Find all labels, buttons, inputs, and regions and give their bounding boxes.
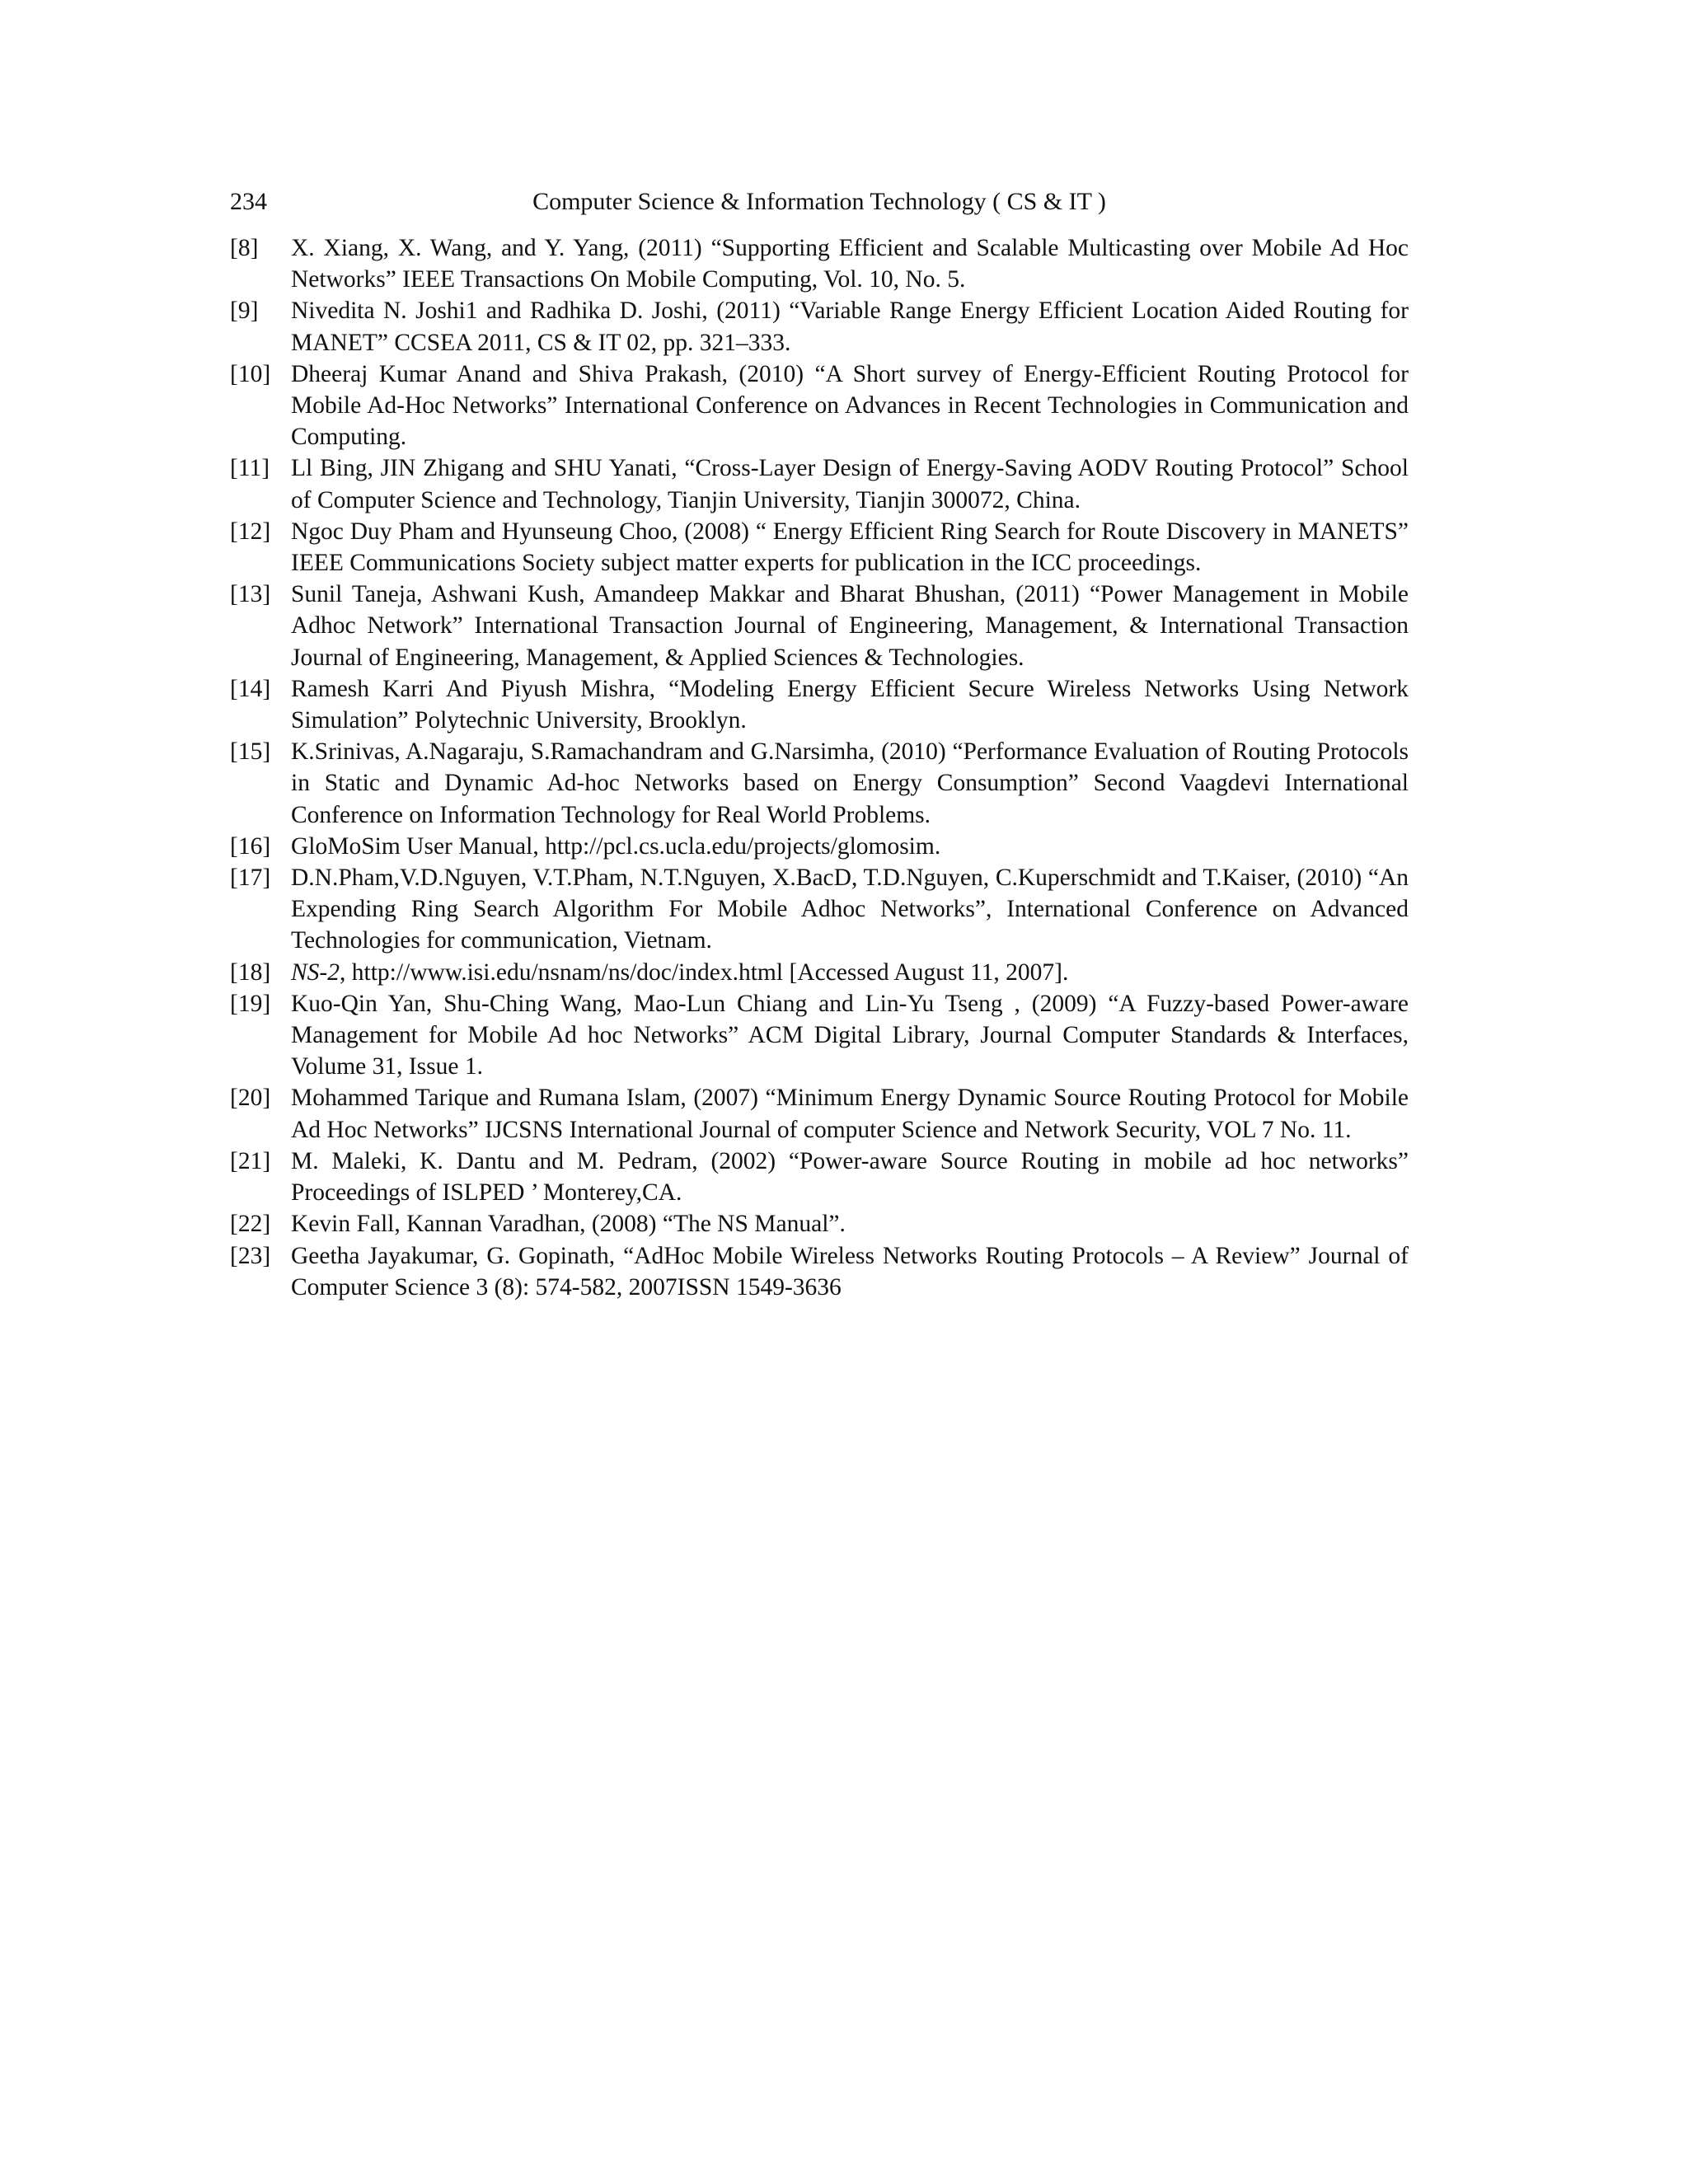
reference-number: [15]	[230, 738, 271, 766]
reference-text: Sunil Taneja, Ashwani Kush, Amandeep Makkar and Bharat Bhushan, (2011) “Power Management in Mobile Adhoc Network” International Transaction Journal of Engineering, Management, & International Transaction Journal of Engineering, Management, & Applied Sciences & Technologies.	[291, 581, 1409, 671]
reference-item	[230, 516, 1409, 579]
reference-item	[230, 957, 1409, 988]
journal-title: Computer Science & Information Technology ( CS & IT )	[532, 188, 1106, 215]
reference-item	[230, 988, 1409, 1083]
reference-item	[230, 359, 1409, 453]
reference-text: Kuo-Qin Yan, Shu-Ching Wang, Mao-Lun Chiang and Lin-Yu Tseng , (2009) “A Fuzzy-based Power-aware Management for Mobile Ad hoc Networks” ACM Digital Library, Journal Computer Standards & Interfaces, Volume 31, Issue 1.	[291, 990, 1409, 1080]
reference-text-wrapper	[291, 957, 1409, 988]
reference-text: Ramesh Karri And Piyush Mishra, “Modeling Energy Efficient Secure Wireless Networks Using Network Simulation” Polytechnic University, Brooklyn.	[291, 675, 1409, 734]
reference-number: [16]	[230, 832, 271, 860]
reference-text: K.Srinivas, A.Nagaraju, S.Ramachandram and G.Narsimha, (2010) “Performance Evaluation of Routing Protocols in Static and Dynamic Ad-hoc Networks based on Energy Consumption” Second Vaagdevi International Conference on Information Technology for Real World Problems.	[291, 738, 1409, 828]
reference-number: [12]	[230, 518, 271, 545]
reference-text: Dheeraj Kumar Anand and Shiva Prakash, (2010) “A Short survey of Energy-Efficient Routing Protocol for Mobile Ad-Hoc Networks” International Conference on Advances in Recent Technologies in Communication and Computing.	[291, 360, 1409, 451]
reference-number: [10]	[230, 360, 271, 387]
reference-text: Nivedita N. Joshi1 and Radhika D. Joshi, (2011) “Variable Range Energy Efficient Location Aided Routing for MANET” CCSEA 2011, CS & IT 02, pp. 321–333.	[291, 298, 1409, 356]
reference-number: [11]	[230, 455, 270, 482]
reference-number: [22]	[230, 1211, 271, 1238]
reference-number: [13]	[230, 581, 271, 608]
reference-number: [23]	[230, 1242, 271, 1269]
reference-item	[230, 862, 1409, 957]
reference-list	[230, 232, 1409, 1303]
reference-item	[230, 673, 1409, 736]
reference-number: [20]	[230, 1085, 271, 1112]
page-header	[230, 185, 1409, 218]
reference-item	[230, 232, 1409, 295]
reference-number: [8]	[230, 235, 259, 261]
reference-italic-title: NS-2	[291, 958, 340, 986]
reference-text: Mohammed Tarique and Rumana Islam, (2007) “Minimum Energy Dynamic Source Routing Protocol for Mobile Ad Hoc Networks” IJCSNS International Journal of computer Science and Network Security, VOL 7 No. 11.	[291, 1085, 1409, 1143]
page-number: 234	[230, 188, 267, 215]
reference-item	[230, 831, 1409, 862]
reference-text: M. Maleki, K. Dantu and M. Pedram, (2002) “Power-aware Source Routing in mobile ad hoc networks” Proceedings of ISLPED ’ Monterey,CA.	[291, 1147, 1409, 1207]
reference-item	[230, 1146, 1409, 1208]
reference-number: [21]	[230, 1147, 271, 1174]
reference-text: Kevin Fall, Kannan Varadhan, (2008) “The NS Manual”.	[291, 1211, 846, 1238]
reference-number: [9]	[230, 298, 259, 325]
reference-number: [14]	[230, 675, 271, 702]
reference-item	[230, 452, 1409, 515]
reference-text: Ngoc Duy Pham and Hyunseung Choo, (2008) “ Energy Efficient Ring Search for Route Discovery in MANETS” IEEE Communications Society subject matter experts for publication in the ICC proceedings.	[291, 518, 1409, 577]
reference-item	[230, 579, 1409, 673]
reference-text: Ll Bing, JIN Zhigang and SHU Yanati, “Cross-Layer Design of Energy-Saving AODV Routing Protocol” School of Computer Science and Technology, Tianjin University, Tianjin 300072, China.	[291, 455, 1409, 513]
reference-number: [18]	[230, 958, 271, 986]
reference-number: [19]	[230, 990, 271, 1017]
reference-item	[230, 736, 1409, 831]
reference-text: , http://www.isi.edu/nsnam/ns/doc/index.html [Accessed August 11, 2007].	[340, 958, 1069, 986]
reference-text: D.N.Pham,V.D.Nguyen, V.T.Pham, N.T.Nguyen, X.BacD, T.D.Nguyen, C.Kuperschmidt and T.Kaiser, (2010) “An Expending Ring Search Algorithm For Mobile Adhoc Networks”, International Conference on Advanced Technologies for communication, Vietnam.	[291, 865, 1409, 954]
reference-item	[230, 1208, 1409, 1240]
reference-text: GloMoSim User Manual, http://pcl.cs.ucla.edu/projects/glomosim.	[291, 832, 941, 860]
reference-number: [17]	[230, 865, 271, 892]
reference-text: X. Xiang, X. Wang, and Y. Yang, (2011) “Supporting Efficient and Scalable Multicasting over Mobile Ad Hoc Networks” IEEE Transactions On Mobile Computing, Vol. 10, No. 5.	[291, 235, 1409, 293]
reference-item	[230, 295, 1409, 358]
reference-item	[230, 1082, 1409, 1145]
reference-text: Geetha Jayakumar, G. Gopinath, “AdHoc Mobile Wireless Networks Routing Protocols – A Review” Journal of Computer Science 3 (8): 574-582, 2007ISSN 1549-3636	[291, 1242, 1409, 1301]
reference-item	[230, 1240, 1409, 1303]
